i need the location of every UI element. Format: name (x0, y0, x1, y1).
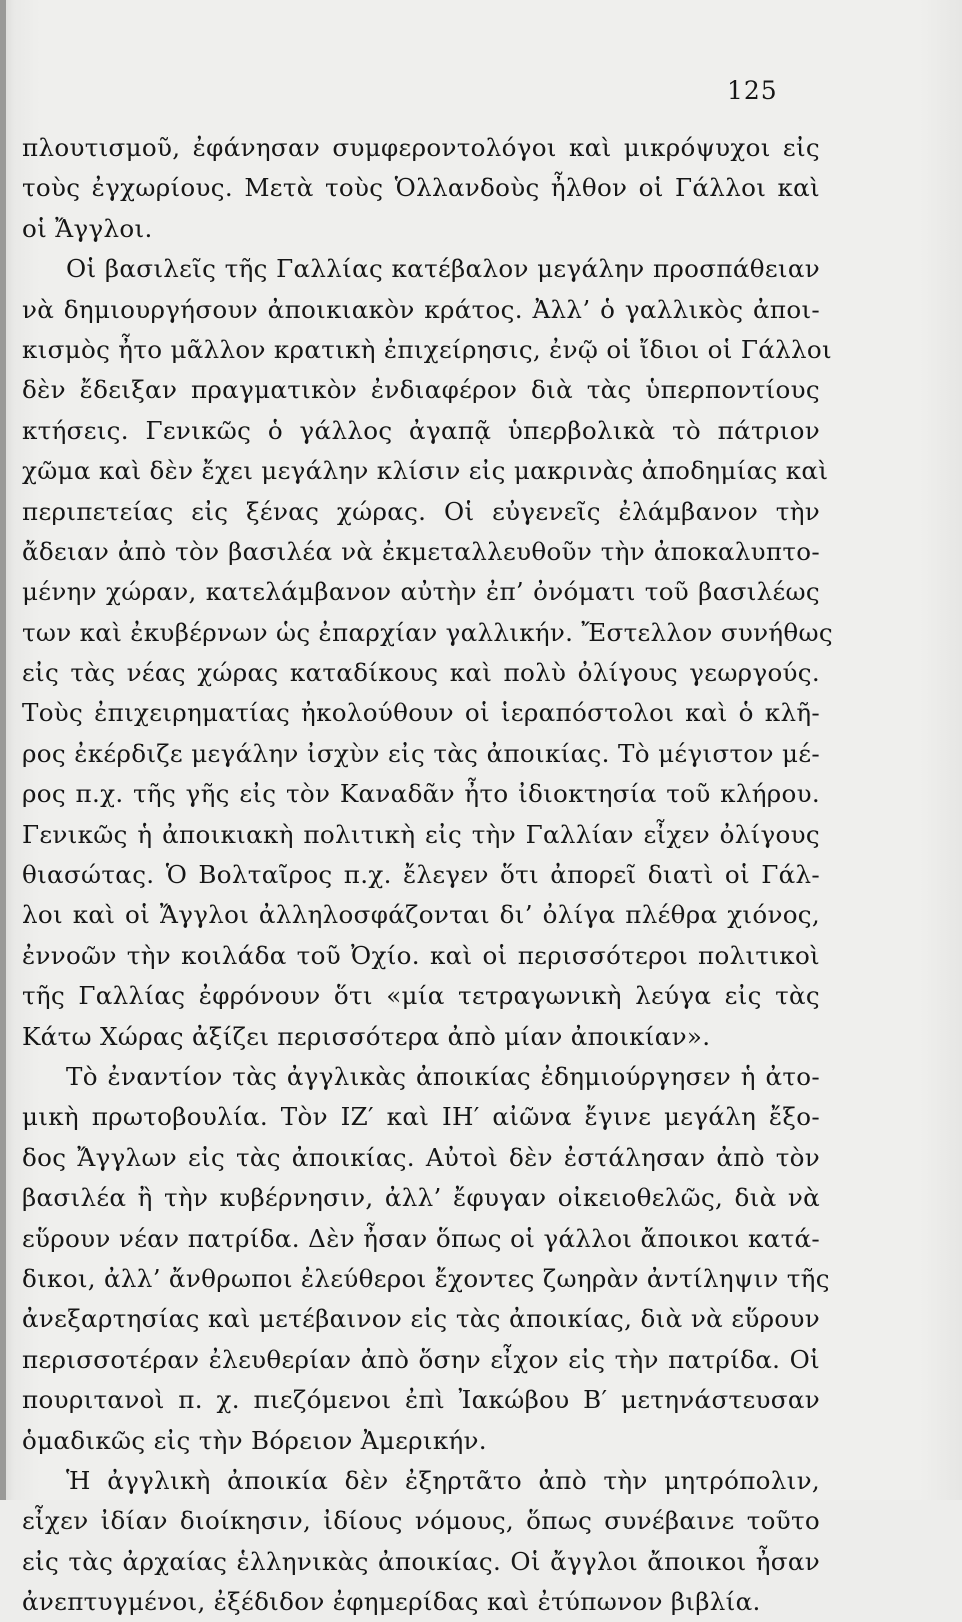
text-line: εἰς τὰς νέας χώρας καταδίκους καὶ πολὺ ὀλίγους γεωργούς. (22, 658, 820, 688)
text-line: πουριτανοὶ π. χ. πιεζόμενοι ἐπὶ Ἰακώβου Β′ μετηνάστευσαν (22, 1385, 820, 1415)
text-line: μικὴ πρωτοβουλία. Τὸν ΙΖ′ καὶ ΙΗ′ αἰῶνα ἔγινε μεγάλη ἔξο- (22, 1102, 820, 1132)
text-line: ρος π.χ. τῆς γῆς εἰς τὸν Καναδᾶν ἦτο ἰδιοκτησία τοῦ κλήρου. (22, 779, 820, 809)
text-line: κισμὸς ἦτο μᾶλλον κρατικὴ ἐπιχείρησις, ἐνῷ οἱ ἴδιοι οἱ Γάλλοι (22, 334, 832, 364)
text-line: εἶχεν ἰδίαν διοίκησιν, ἰδίους νόμους, ὅπως συνέβαινε τοῦτο (22, 1506, 820, 1536)
text-line: βασιλέα ἢ τὴν κυβέρνησιν, ἀλλ’ ἔφυγαν οἰκειοθελῶς, διὰ νὰ (22, 1183, 820, 1213)
text-line: ρος ἐκέρδιζε μεγάλην ἰσχὺν εἰς τὰς ἀποικίας. Τὸ μέγιστον μέ- (22, 738, 820, 768)
text-line: ἄδειαν ἀπὸ τὸν βασιλέα νὰ ἐκμεταλλευθοῦν τὴν ἀποκαλυπτο- (22, 536, 820, 566)
text-line: Γενικῶς ἡ ἀποικιακὴ πολιτικὴ εἰς τὴν Γαλλίαν εἶχεν ὀλίγους (22, 819, 820, 849)
body-text (22, 128, 833, 1622)
text-line: τῆς Γαλλίας ἐφρόνουν ὅτι «μία τετραγωνικὴ λεύγα εἰς τὰς (22, 981, 820, 1011)
text-line: Οἱ βασιλεῖς τῆς Γαλλίας κατέβαλον μεγάλην προσπάθειαν (66, 254, 820, 284)
text-line: δὲν ἔδειξαν πραγματικὸν ἐνδιαφέρον διὰ τὰς ὑπερποντίους (22, 375, 820, 405)
text-line: νὰ δημιουργήσουν ἀποικιακὸν κράτος. Ἀλλ’ ὁ γαλλικὸς ἀποι- (22, 294, 820, 324)
text-line: τοὺς ἐγχωρίους. Μετὰ τοὺς Ὁλλανδοὺς ἦλθον οἱ Γάλλοι καὶ (22, 173, 820, 203)
text-line: θιασώτας. Ὁ Βολταῖρος π.χ. ἔλεγεν ὅτι ἀπορεῖ διατὶ οἱ Γάλ- (22, 860, 820, 890)
page-spine-shadow (0, 0, 6, 1500)
text-line: Ἡ ἀγγλικὴ ἀποικία δὲν ἐξηρτᾶτο ἀπὸ τὴν μητρόπολιν, (66, 1465, 820, 1495)
text-line: ἐννοῶν τὴν κοιλάδα τοῦ Ὀχίο. καὶ οἱ περισσότεροι πολιτικοὶ (22, 940, 820, 970)
text-line: εὕρουν νέαν πατρίδα. Δὲν ἦσαν ὅπως οἱ γάλλοι ἄποικοι κατά- (22, 1223, 820, 1253)
page-number: 125 (727, 76, 778, 105)
text-line: ὁμαδικῶς εἰς τὴν Βόρειον Ἀμερικήν. (22, 1425, 487, 1455)
text-line: Τὸ ἐναντίον τὰς ἀγγλικὰς ἀποικίας ἐδημιούργησεν ἡ ἀτο- (66, 1061, 820, 1091)
text-line: Τοὺς ἐπιχειρηματίας ἠκολούθουν οἱ ἱεραπόστολοι καὶ ὁ κλῆ- (22, 698, 820, 728)
text-line: δικοι, ἀλλ’ ἄνθρωποι ἐλεύθεροι ἔχοντες ζωηρὰν ἀντίληψιν τῆς (22, 1263, 830, 1293)
text-line: εἰς τὰς ἀρχαίας ἑλληνικὰς ἀποικίας. Οἱ ἄγγλοι ἄποικοι ἦσαν (22, 1546, 820, 1576)
text-line: των καὶ ἐκυβέρνων ὡς ἐπαρχίαν γαλλικήν. Ἔστελλον συνήθως (22, 617, 833, 647)
text-line: πλουτισμοῦ, ἐφάνησαν συμφεροντολόγοι καὶ μικρόψυχοι εἰς (22, 133, 820, 162)
text-line: κτήσεις. Γενικῶς ὁ γάλλος ἀγαπᾷ ὑπερβολικὰ τὸ πάτριον (22, 415, 820, 445)
text-line: περισσοτέραν ἐλευθερίαν ἀπὸ ὅσην εἶχον εἰς τὴν πατρίδα. Οἱ (22, 1344, 820, 1374)
text-line: λοι καὶ οἱ Ἄγγλοι ἀλληλοσφάζονται δι’ ὀλίγα πλέθρα χιόνος, (22, 900, 820, 930)
text-line: Κάτω Χώρας ἀξίζει περισσότερα ἀπὸ μίαν ἀποικίαν». (22, 1021, 711, 1051)
text-line: περιπετείας εἰς ξένας χώρας. Οἱ εὐγενεῖς ἐλάμβανον τὴν (22, 496, 820, 526)
text-line: χῶμα καὶ δὲν ἔχει μεγάλην κλίσιν εἰς μακρινὰς ἀποδημίας καὶ (22, 456, 829, 486)
text-line: ἀνεξαρτησίας καὶ μετέβαινον εἰς τὰς ἀποικίας, διὰ νὰ εὕρουν (22, 1304, 820, 1334)
text-line: ἀνεπτυγμένοι, ἐξέδιδον ἐφημερίδας καὶ ἐτύπωνον βιβλία. (22, 1587, 761, 1617)
text-line: οἱ Ἄγγλοι. (22, 213, 153, 243)
text-line: δος Ἄγγλων εἰς τὰς ἀποικίας. Αὐτοὶ δὲν ἐστάλησαν ἀπὸ τὸν (22, 1142, 820, 1172)
text-line: μένην χώραν, κατελάμβανον αὐτὴν ἐπ’ ὀνόματι τοῦ βασιλέως (22, 577, 820, 607)
